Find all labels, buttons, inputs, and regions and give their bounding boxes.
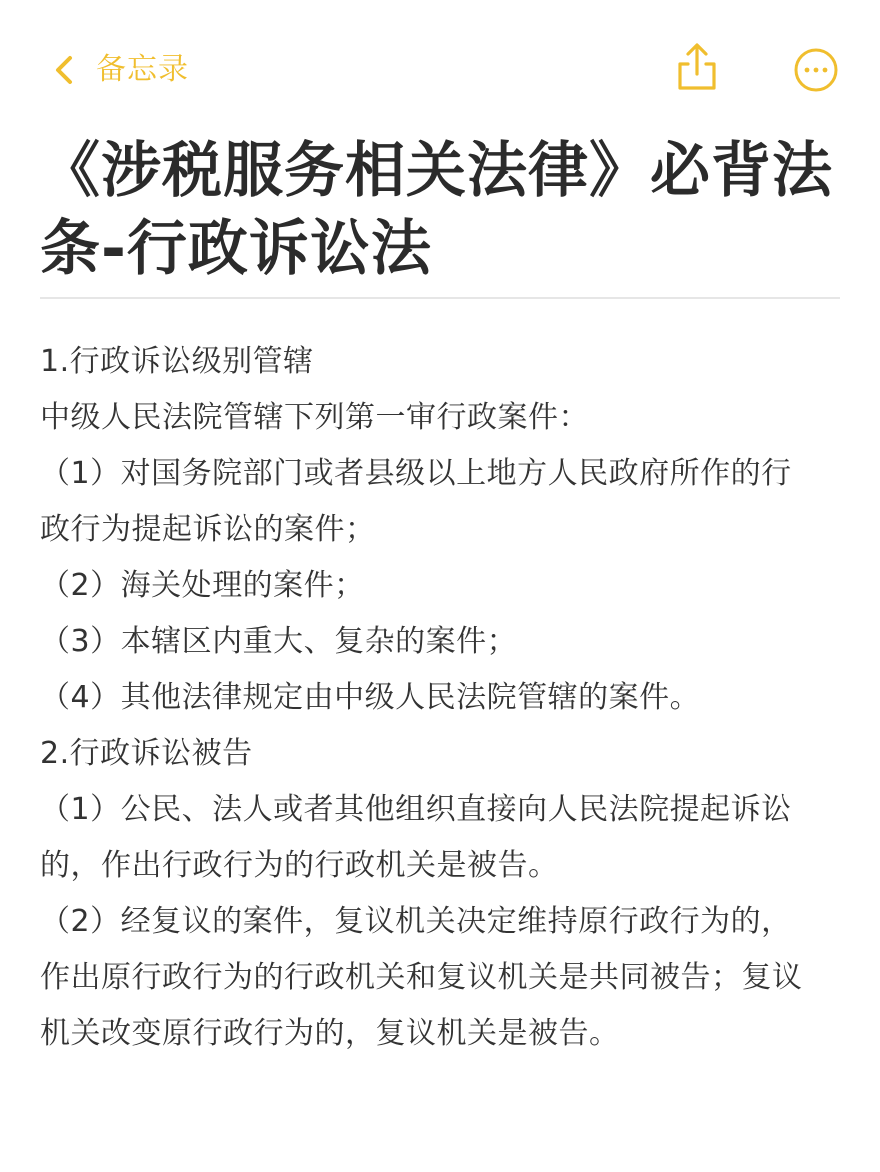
body-line: 的，作出行政行为的行政机关是被告。 <box>40 848 559 883</box>
more-icon[interactable] <box>794 48 838 92</box>
note-title-line: 条-行政诉讼法 <box>40 214 432 284</box>
nav-bar <box>0 0 880 140</box>
body-line: （1）公民、法人或者其他组织直接向人民法院提起诉讼 <box>40 792 792 827</box>
body-line: （2）经复议的案件，复议机关决定维持原行政行为的， <box>40 904 792 939</box>
note-title-line: 《涉税服务相关法律》必背法 <box>40 136 833 206</box>
body-line: 2.行政诉讼被告 <box>40 736 253 771</box>
note-body[interactable] <box>40 334 840 1062</box>
body-line: （3）本辖区内重大、复杂的案件； <box>40 624 518 659</box>
body-line: 机关改变原行政行为的，复议机关是被告。 <box>40 1016 620 1051</box>
back-label: 备忘录 <box>96 52 189 87</box>
back-button[interactable] <box>52 50 189 90</box>
body-line: 作出原行政行为的行政机关和复议机关是共同被告；复议 <box>40 960 803 995</box>
body-line: （1）对国务院部门或者县级以上地方人民政府所作的行 <box>40 456 792 491</box>
body-line: （4）其他法律规定由中级人民法院管辖的案件。 <box>40 680 701 715</box>
title-divider <box>40 297 840 299</box>
body-line: 1.行政诉讼级别管辖 <box>40 344 314 379</box>
body-line: 中级人民法院管辖下列第一审行政案件： <box>40 400 589 435</box>
body-line: （2）海关处理的案件； <box>40 568 365 603</box>
note-title <box>40 132 840 288</box>
body-line: 政行为提起诉讼的案件； <box>40 512 376 547</box>
share-icon[interactable] <box>674 42 720 92</box>
chevron-left-icon <box>52 50 76 90</box>
